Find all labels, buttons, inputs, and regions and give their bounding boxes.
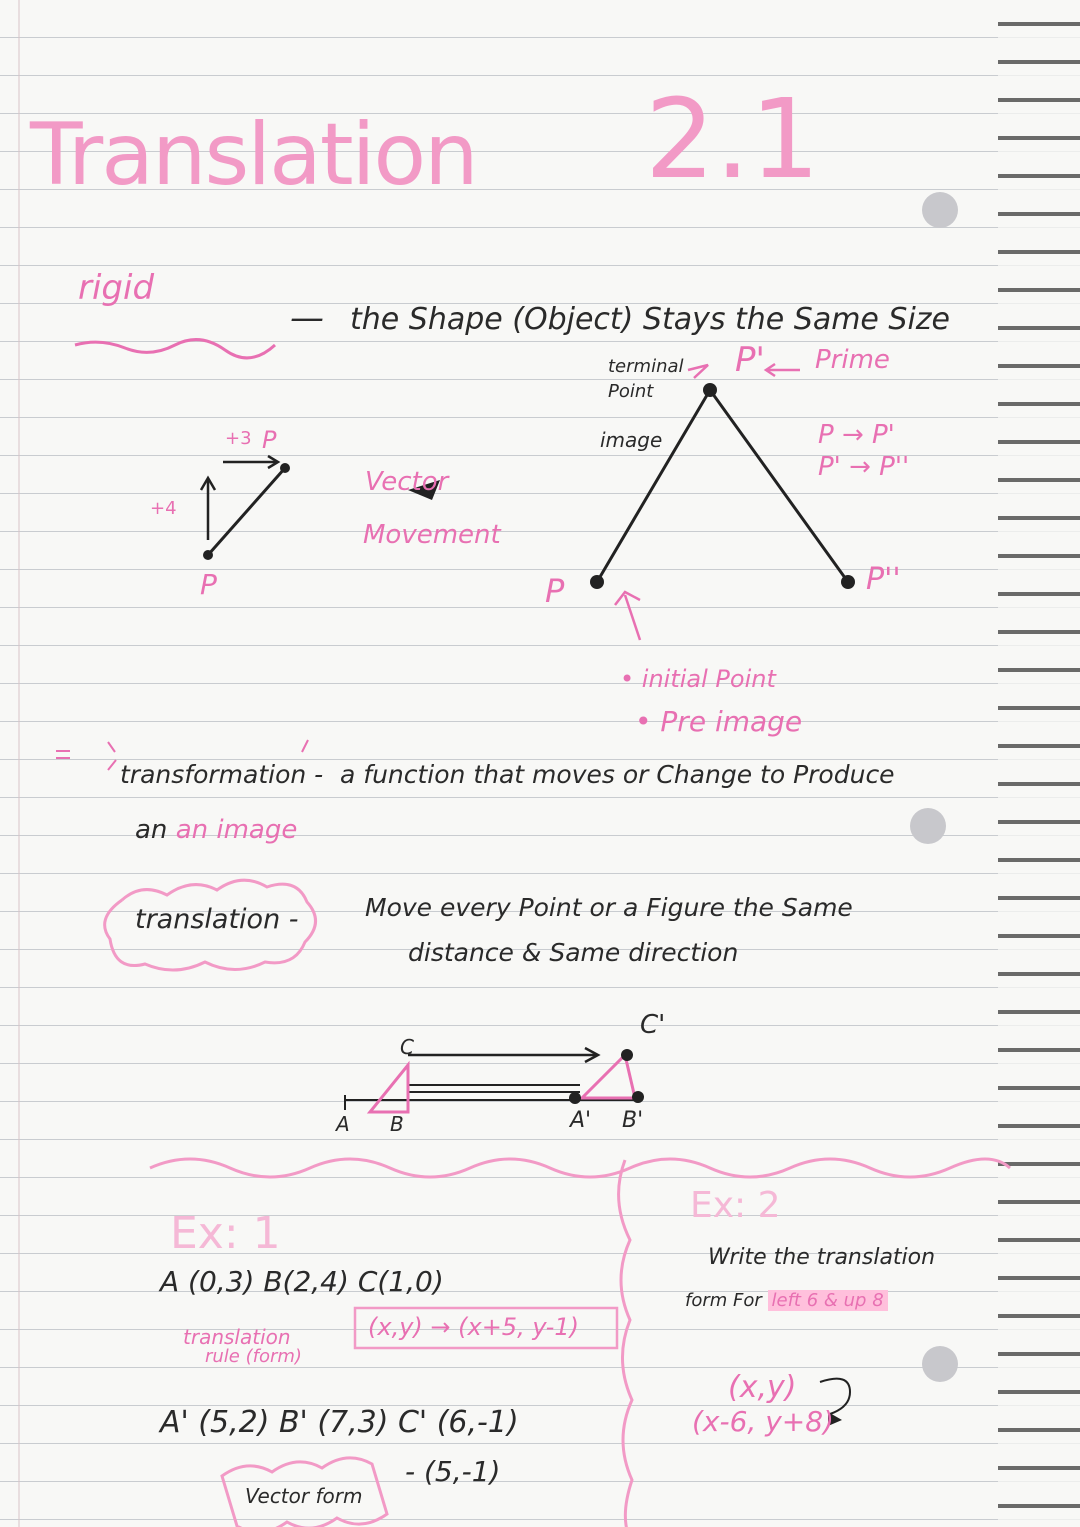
label-b: B bbox=[390, 1112, 404, 1136]
dash: — bbox=[290, 298, 324, 338]
label-a-prime: A' bbox=[570, 1108, 592, 1133]
transformation-definition-cont: an an image bbox=[135, 815, 298, 845]
translation-rule: (x,y) → (x+5, y-1) bbox=[368, 1313, 579, 1341]
vector-value: - (5,-1) bbox=[405, 1455, 501, 1488]
terminal-label: terminal bbox=[608, 356, 684, 377]
p-bottom-label: P bbox=[545, 572, 565, 610]
map2-label: P' → P'' bbox=[818, 452, 910, 482]
vector-form-label: Vector form bbox=[245, 1484, 363, 1508]
pre-image-label: • Pre image bbox=[635, 705, 803, 738]
map1-label: P → P' bbox=[818, 420, 895, 450]
example1-result: A' (5,2) B' (7,3) C' (6,-1) bbox=[160, 1405, 519, 1440]
initial-dot bbox=[203, 550, 213, 560]
vector-arrow-line bbox=[208, 468, 285, 555]
p-prime-label: P bbox=[262, 426, 277, 454]
triangle-abc-prime bbox=[582, 1055, 635, 1098]
rule-label-2: rule (form) bbox=[205, 1346, 302, 1367]
example2-instruction-2: form For left 6 & up 8 bbox=[685, 1290, 888, 1311]
label-a: A bbox=[336, 1112, 350, 1136]
initial-point-label: • initial Point bbox=[620, 665, 776, 693]
movement-label: Movement bbox=[363, 520, 501, 550]
terminal-dot bbox=[280, 463, 290, 473]
transformation-term: transformation - bbox=[120, 760, 324, 789]
example2-heading: Ex: 2 bbox=[690, 1185, 781, 1226]
label-c: C bbox=[400, 1035, 414, 1059]
rule-label-1: translation bbox=[183, 1325, 291, 1349]
example2-rule-bottom: (x-6, y+8) bbox=[692, 1405, 834, 1438]
vertical-divider bbox=[619, 1160, 632, 1527]
rigid-definition: the Shape (Object) Stays the Same Size bbox=[350, 302, 950, 337]
pre-image-arrow bbox=[615, 592, 640, 640]
title-number: 2.1 bbox=[645, 75, 820, 203]
vector-label: Vector bbox=[365, 467, 449, 497]
p-double-prime-label: P'' bbox=[866, 562, 901, 597]
plus4-label: +4 bbox=[150, 498, 177, 519]
transformation-definition: a function that moves or Change to Produce bbox=[340, 760, 895, 789]
plus3-label: +3 bbox=[225, 428, 252, 449]
page-title: Translation bbox=[30, 105, 477, 205]
translation-definition-2: distance & Same direction bbox=[408, 938, 739, 967]
label-c-prime: C' bbox=[640, 1010, 666, 1040]
example2-rule-top: (x,y) bbox=[728, 1370, 797, 1405]
label-b-prime: B' bbox=[622, 1108, 644, 1133]
translation-term: translation - bbox=[135, 904, 299, 935]
example1-points: A (0,3) B(2,4) C(1,0) bbox=[160, 1265, 444, 1298]
rigid-underline bbox=[75, 340, 275, 358]
section-divider bbox=[150, 1159, 1010, 1177]
translation-definition-1: Move every Point or a Figure the Same bbox=[365, 893, 853, 922]
example2-instruction: Write the translation bbox=[708, 1245, 936, 1270]
triangle-abc bbox=[370, 1065, 408, 1112]
prime-label: Prime bbox=[815, 345, 890, 375]
p-label: P bbox=[200, 568, 217, 601]
point-label: Point bbox=[608, 381, 654, 402]
p-prime-top: P' bbox=[735, 340, 765, 380]
image-label: image bbox=[600, 428, 663, 452]
rigid-term: rigid bbox=[78, 268, 155, 308]
translation-path bbox=[597, 390, 848, 582]
example1-heading: Ex: 1 bbox=[170, 1208, 281, 1259]
